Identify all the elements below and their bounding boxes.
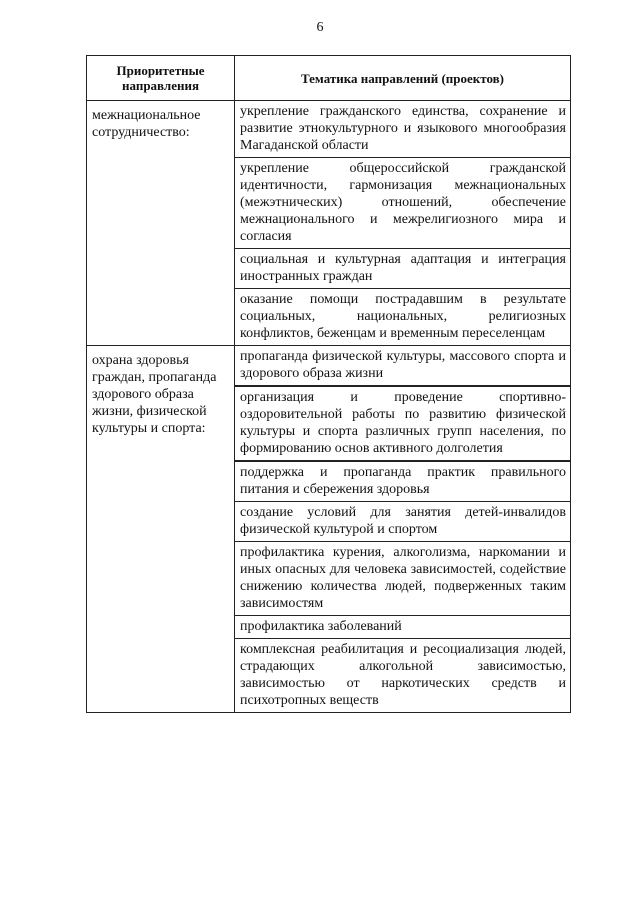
table-row (87, 346, 571, 387)
topic-cell: организация и проведение спортивно-оздоровительной работы по развитию физической культуры и спорта различных групп населения, по формированию основ активного долголетия (235, 386, 571, 461)
direction-cell: охрана здоровья граждан, пропаганда здорового образа жизни, физической культуры и спорта: (87, 346, 235, 713)
table-header-row (87, 56, 571, 101)
topic-cell: создание условий для занятия детей-инвалидов физической культурой и спортом (235, 502, 571, 542)
topic-cell: профилактика заболеваний (235, 616, 571, 639)
page-number: 6 (316, 20, 324, 35)
header-topics: Тематика направлений (проектов) (235, 56, 571, 101)
topic-cell: поддержка и пропаганда практик правильного питания и сбережения здоровья (235, 461, 571, 502)
topic-cell: профилактика курения, алкоголизма, наркомании и иных опасных для человека зависимостей, содействие снижению количества людей, подверженных таким зависимостям (235, 542, 571, 616)
topic-cell: социальная и культурная адаптация и интеграция иностранных граждан (235, 249, 571, 289)
priority-directions-table (86, 55, 571, 713)
topic-cell: укрепление гражданского единства, сохранение и развитие этнокультурного и языкового многообразия Магаданской области (235, 101, 571, 158)
header-directions: Приоритетные направления (87, 56, 235, 101)
direction-cell: межнациональное сотрудничество: (87, 101, 235, 346)
topic-cell: пропаганда физической культуры, массового спорта и здорового образа жизни (235, 346, 571, 387)
table-row (87, 101, 571, 158)
topic-cell: укрепление общероссийской гражданской идентичности, гармонизация межнациональных (межэтнических) отношений, обеспечение межнационального и межрелигиозного мира и согласия (235, 158, 571, 249)
topic-cell: оказание помощи пострадавшим в результате социальных, национальных, религиозных конфликтов, беженцам и временным переселенцам (235, 289, 571, 346)
topic-cell: комплексная реабилитация и ресоциализация людей, страдающих алкогольной зависимостью, зависимостью от наркотических средств и психотропных веществ (235, 639, 571, 713)
